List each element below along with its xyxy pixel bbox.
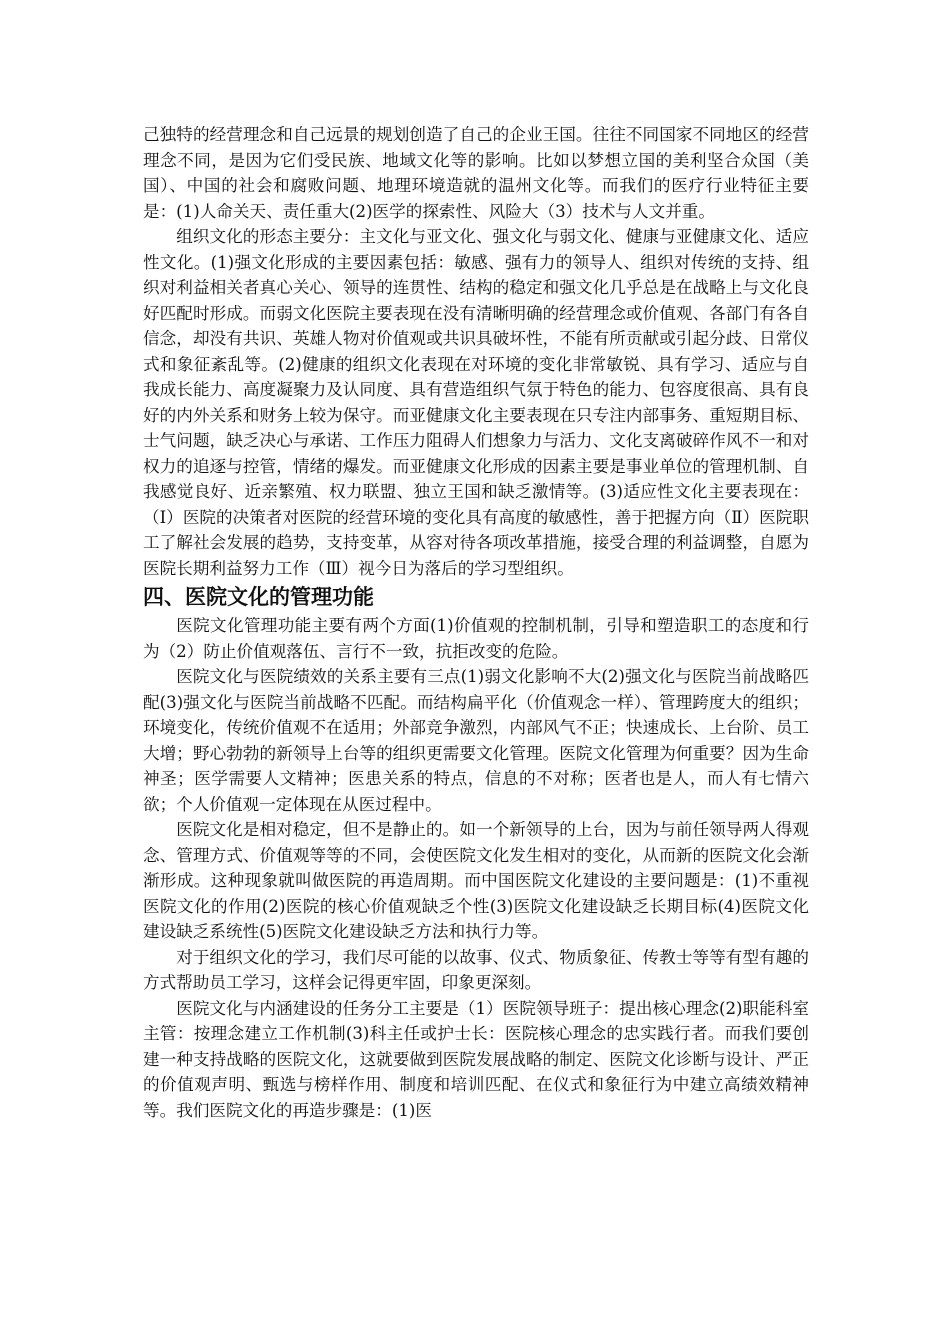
document-page: [143, 122, 809, 1123]
paragraph: 医院文化与内涵建设的任务分工主要是（1）医院领导班子：提出核心理念(2)职能科室主管：按理念建立工作机制(3)科主任或护士长：医院核心理念的忠实践行者。而我们要创建一种支持战略的医院文化，这就要做到医院发展战略的制定、医院文化诊断与设计、严正的价值观声明、甄选与榜样作用、制度和培训匹配、在仪式和象征行为中建立高绩效精神等。我们医院文化的再造步骤是：(1)医: [143, 998, 809, 1120]
paragraph: 医院文化管理功能主要有两个方面(1)价值观的控制机制，引导和塑造职工的态度和行为（2）防止价值观落伍、言行不一致，抗拒改变的危险。: [143, 616, 809, 661]
paragraph: 医院文化是相对稳定，但不是静止的。如一个新领导的上台，因为与前任领导两人得观念、管理方式、价值观等等的不同，会使医院文化发生相对的变化，从而新的医院文化会渐渐形成。这种现象就叫做医院的再造周期。而中国医院文化建设的主要问题是：(1)不重视医院文化的作用(2)医院的核心价值观缺乏个性(3)医院文化建设缺乏长期目标(4)医院文化建设缺乏系统性(5)医院文化建设缺乏方法和执行力等。: [143, 820, 809, 941]
paragraph: 己独特的经营理念和自己远景的规划创造了自己的企业王国。往往不同国家不同地区的经营理念不同，是因为它们受民族、地域文化等的影响。比如以梦想立国的美利坚合众国（美国）、中国的社会和腐败问题、地理环境造就的温州文化等。而我们的医疗行业特征主要是：(1)人命关天、责任重大(2)医学的探索性、风险大（3）技术与人文并重。: [143, 125, 809, 221]
paragraph: 对于组织文化的学习，我们尽可能的以故事、仪式、物质象征、传教士等等有型有趣的方式帮助员工学习，这样会记得更牢固，印象更深刻。: [143, 947, 809, 992]
section-heading: 四、医院文化的管理功能: [143, 585, 374, 609]
paragraph: 组织文化的形态主要分：主文化与亚文化、强文化与弱文化、健康与亚健康文化、适应性文化。(1)强文化形成的主要因素包括：敏感、强有力的领导人、组织对传统的支持、组织对利益相关者真心关心、领导的连贯性、结构的稳定和强文化几乎总是在战略上与文化良好匹配时形成。而弱文化医院主要表现在没有清晰明确的经营理念或价值观、各部门有各自信念，却没有共识、英雄人物对价值观或共识具破坏性，不能有所贡献或引起分歧、日常仪式和象征紊乱等。(2)健康的组织文化表现在对环境的变化非常敏锐、具有学习、适应与自我成长能力、高度凝聚力及认同度、具有营造组织气氛于特色的能力、包容度很高、具有良好的内外关系和财务上较为保守。而亚健康文化主要表现在只专注内部事务、重短期目标、士气问题，缺乏决心与承诺、工作压力阻碍人们想象力与活力、文化支离破碎作风不一和对权力的追逐与控管，情绪的爆发。而亚健康文化形成的因素主要是事业单位的管理机制、自我感觉良好、近亲繁殖、权力联盟、独立王国和缺乏激情等。(3)适应性文化主要表现在：（Ⅰ）医院的决策者对医院的经营环境的变化具有高度的敏感性，善于把握方向（Ⅱ）医院职工了解社会发展的趋势，支持变革，从容对待各项改革措施，接受合理的利益调整，自愿为医院长期利益努力工作（Ⅲ）视今日为落后的学习型组织。: [143, 227, 809, 578]
paragraph: 医院文化与医院绩效的关系主要有三点(1)弱文化影响不大(2)强文化与医院当前战略匹配(3)强文化与医院当前战略不匹配。而结构扁平化（价值观念一样）、管理跨度大的组织；环境变化，传统价值观不在适用；外部竞争激烈，内部风气不正；快速成长、上台阶、员工大增；野心勃勃的新领导上台等的组织更需要文化管理。医院文化管理为何重要？因为生命神圣；医学需要人文精神；医患关系的特点，信息的不对称；医者也是人，而人有七情六欲；个人价值观一定体现在从医过程中。: [143, 667, 809, 814]
